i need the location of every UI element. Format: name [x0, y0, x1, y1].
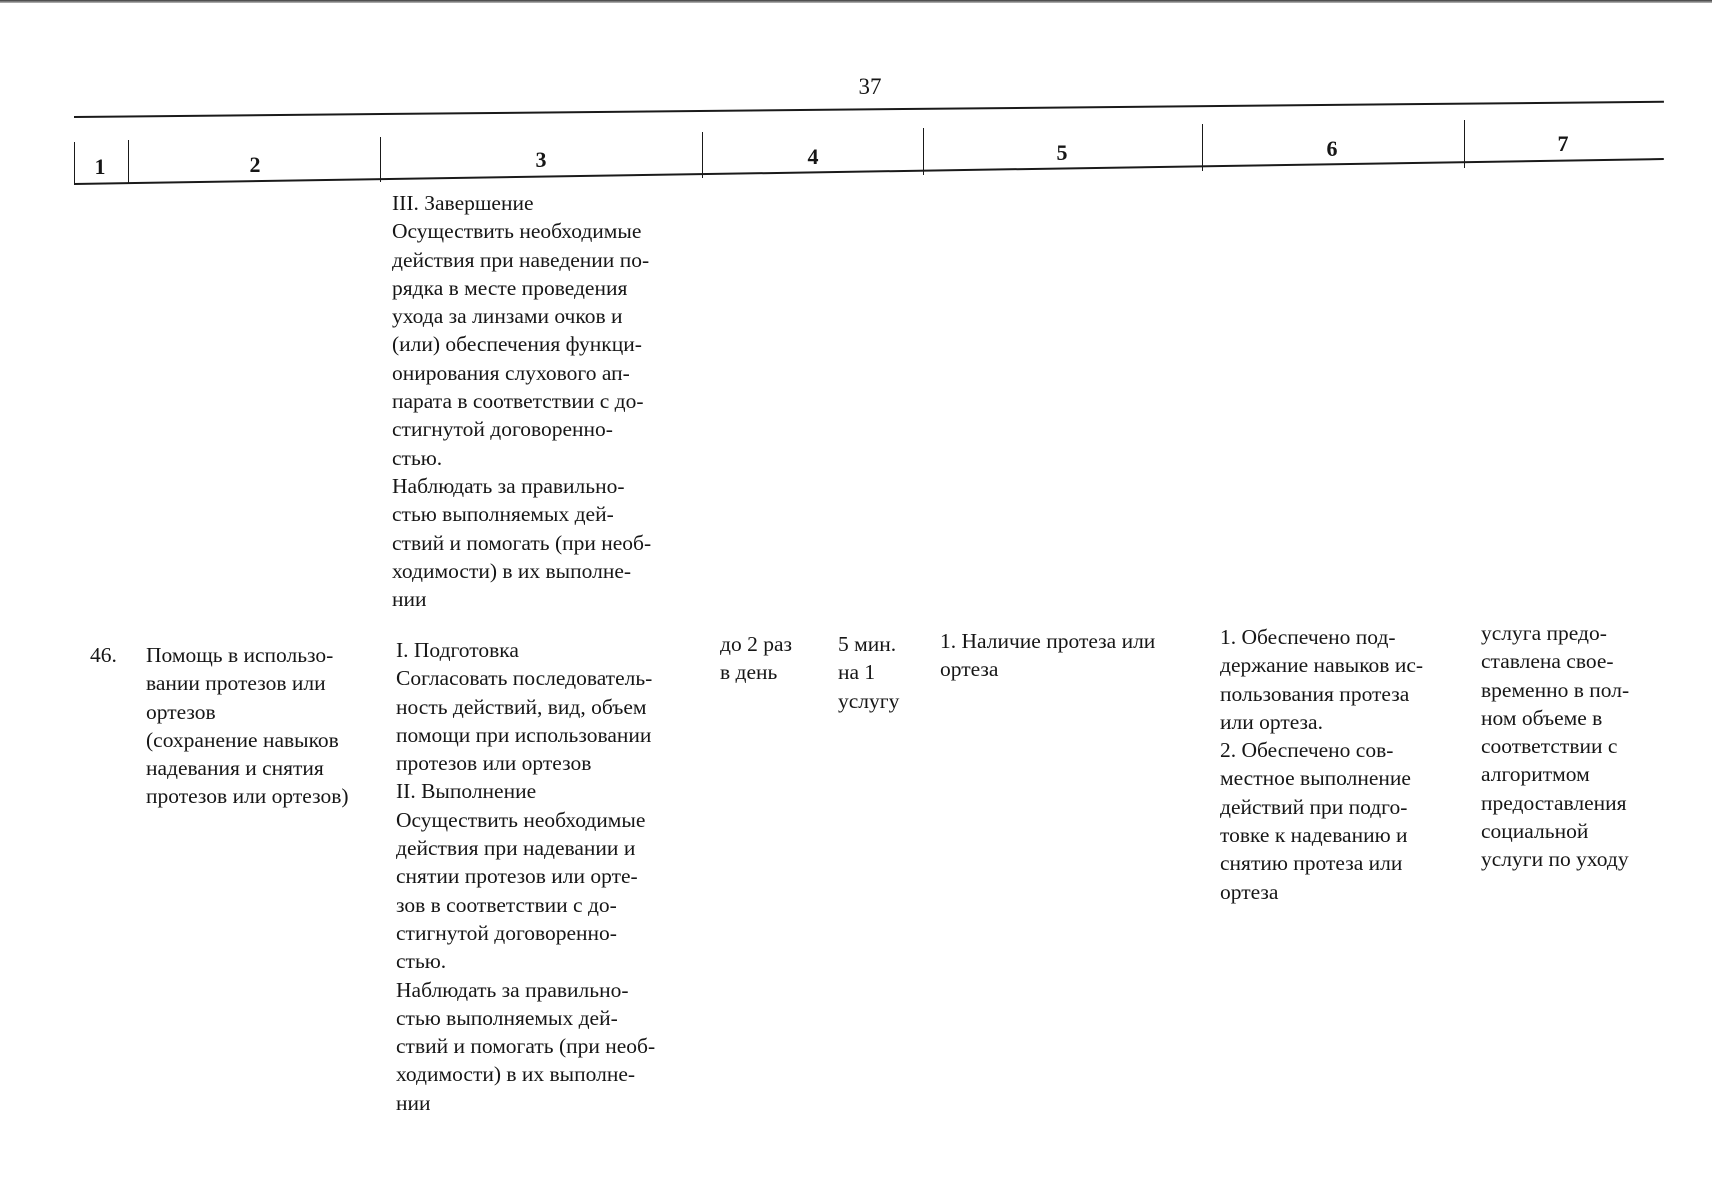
page-number: 37: [858, 74, 882, 99]
text-line: на 1: [838, 660, 876, 685]
row-46-col4-duration: [838, 630, 920, 715]
text-line: Наблюдать за правильно-: [396, 977, 629, 1002]
text-line: Согласовать последователь-: [396, 666, 653, 691]
text-line: Помощь в использо-: [146, 643, 334, 667]
header-col-6: 6: [1326, 136, 1338, 161]
header-divider: [702, 132, 703, 178]
text-line: стью выполняемых дей-: [396, 1005, 618, 1030]
text-line: стигнутой договоренно-: [392, 417, 613, 442]
row-46-col6-results: [1220, 623, 1462, 906]
text-line: действия при надевании и: [396, 836, 636, 861]
row-46-col5-conditions: [940, 627, 1196, 684]
text-line: снятию протеза или: [1220, 851, 1403, 876]
text-line: стью выполняемых дей-: [392, 502, 614, 527]
text-line: протезов или ортезов): [146, 784, 349, 809]
header-col-2: 2: [249, 152, 261, 177]
header-col-7: 7: [1557, 131, 1569, 156]
text-line: держание навыков ис-: [1220, 653, 1424, 678]
text-line: I. Подготовка: [396, 638, 519, 662]
text-line: действий при подго-: [1220, 794, 1408, 819]
text-line: снятии протезов или орте-: [396, 864, 638, 889]
row-number: 46.: [90, 643, 117, 667]
header-divider: [74, 142, 75, 184]
row-46-col4-frequency: [720, 630, 816, 687]
text-line: 1. Наличие протеза или: [940, 629, 1156, 653]
header-divider: [1202, 124, 1203, 171]
text-line: помощи при использовании: [396, 722, 652, 747]
text-line: ходимости) в их выполне-: [392, 558, 632, 583]
text-line: услуга предо-: [1481, 621, 1607, 645]
text-line: ствий и помогать (при необ-: [392, 530, 652, 555]
text-line: ном объеме в: [1481, 705, 1603, 730]
text-line: 1. Обеспечено под-: [1220, 625, 1396, 649]
text-line: ствий и помогать (при необ-: [396, 1034, 656, 1059]
text-line: в день: [720, 660, 778, 685]
text-line: III. Завершение: [392, 191, 534, 215]
text-line: действия при наведении по-: [392, 247, 650, 272]
header-col-3: 3: [535, 147, 547, 172]
text-line: ортеза: [940, 657, 999, 682]
continuation-col3: [392, 189, 694, 613]
text-line: Осуществить необходимые: [392, 219, 642, 244]
text-line: рядка в месте проведения: [392, 275, 628, 300]
text-line: до 2 раз: [720, 632, 792, 656]
text-line: 5 мин.: [838, 632, 897, 656]
header-divider: [128, 140, 129, 183]
row-46-col3-procedure: [396, 636, 701, 1117]
text-line: Осуществить необходимые: [396, 807, 646, 832]
header-bottom-rule: [74, 158, 1664, 185]
text-line: 2. Обеспечено сов-: [1220, 738, 1394, 763]
header-divider: [380, 137, 381, 182]
text-line: местное выполнение: [1220, 766, 1411, 791]
row-46-col7-evaluation: [1481, 619, 1662, 874]
text-line: алгоритмом: [1481, 762, 1590, 787]
text-line: ность действий, вид, объем: [396, 694, 647, 719]
text-line: вании протезов или: [146, 671, 326, 696]
text-line: нии: [392, 587, 427, 612]
text-line: (или) обеспечения функци-: [392, 332, 642, 357]
text-line: стью.: [396, 949, 447, 974]
text-line: социальной: [1481, 819, 1589, 844]
header-divider: [923, 128, 924, 175]
text-line: товке к надеванию и: [1220, 823, 1408, 848]
text-line: II. Выполнение: [396, 779, 537, 804]
text-line: ортеза: [1220, 879, 1279, 904]
header-divider: [1464, 120, 1465, 168]
scan-top-edge: [0, 0, 1712, 3]
text-line: онирования слухового ап-: [392, 360, 630, 385]
text-line: или ортеза.: [1220, 709, 1323, 734]
text-line: ухода за линзами очков и: [392, 304, 623, 329]
text-line: стью.: [392, 445, 443, 470]
text-line: парата в соответствии с до-: [392, 389, 644, 414]
row-46-col2-service-name: [146, 641, 378, 811]
text-line: ходимости) в их выполне-: [396, 1062, 636, 1087]
text-line: ставлена свое-: [1481, 649, 1614, 674]
header-col-1: 1: [94, 154, 106, 179]
text-line: ортезов: [146, 699, 216, 724]
header-top-rule: [74, 101, 1664, 118]
text-line: услуги по уходу: [1481, 847, 1629, 872]
text-line: предоставления: [1481, 790, 1627, 815]
text-line: (сохранение навыков: [146, 727, 339, 752]
text-line: зов в соответствии с до-: [396, 892, 617, 917]
text-line: протезов или ортезов: [396, 751, 592, 776]
header-col-4: 4: [807, 144, 819, 169]
text-line: пользования протеза: [1220, 681, 1410, 706]
text-line: услугу: [838, 688, 900, 713]
text-line: Наблюдать за правильно-: [392, 473, 625, 498]
text-line: нии: [396, 1090, 431, 1115]
header-col-5: 5: [1056, 140, 1068, 165]
text-line: временно в пол-: [1481, 677, 1630, 702]
text-line: соответствии с: [1481, 734, 1618, 759]
text-line: стигнутой договоренно-: [396, 920, 617, 945]
text-line: надевания и снятия: [146, 756, 324, 781]
